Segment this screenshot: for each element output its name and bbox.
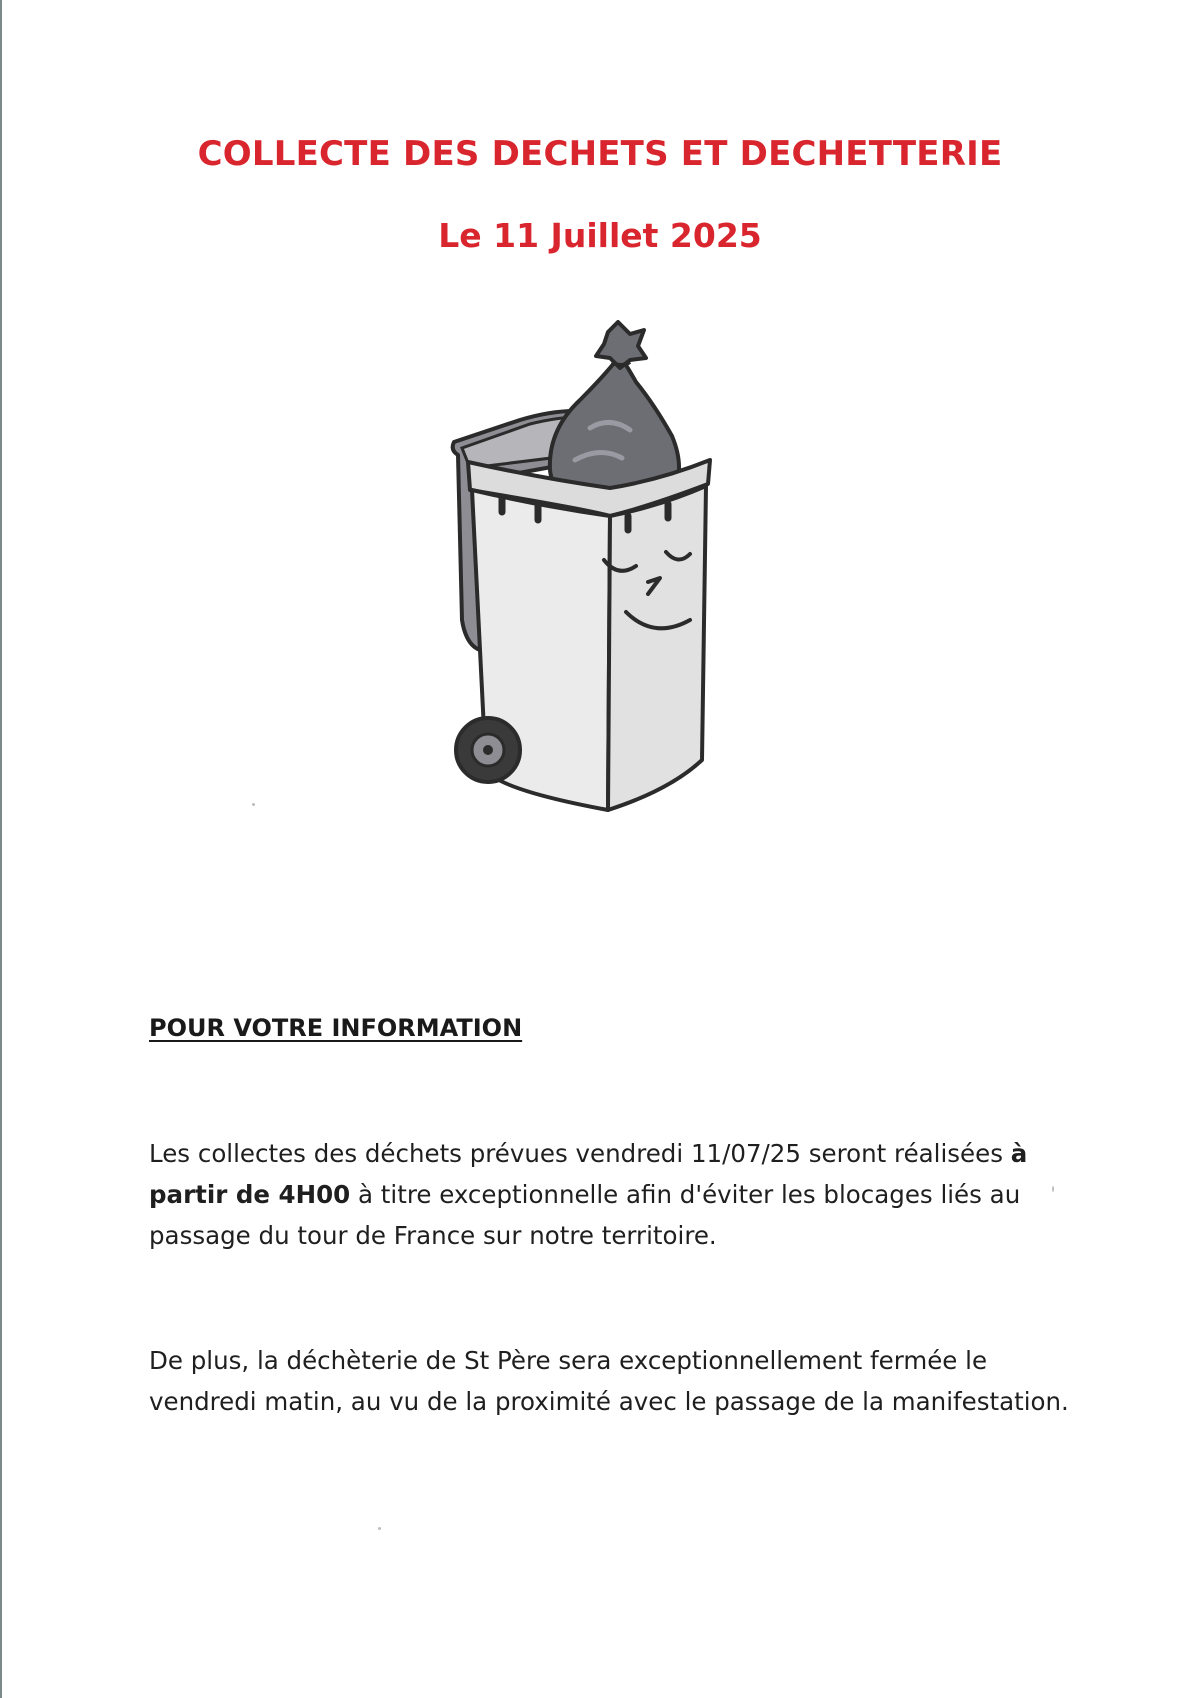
page-date: Le 11 Juillet 2025 xyxy=(438,216,762,255)
info-paragraph-collection-after: à titre exceptionnelle afin d'éviter les blocages liés au passage du tour de France sur notre territoire. xyxy=(149,1180,1021,1250)
scan-speck xyxy=(378,1527,381,1530)
info-paragraph-collection-before: Les collectes des déchets prévues vendredi 11/07/25 seront réalisées xyxy=(149,1139,1011,1168)
info-paragraph-collection-bold: à partir de 4H00 xyxy=(149,1139,1028,1209)
info-heading: POUR VOTRE INFORMATION xyxy=(149,1014,523,1042)
scan-speck xyxy=(1052,1186,1054,1192)
info-paragraph-collection xyxy=(149,1133,1069,1256)
smiling-bin-icon xyxy=(440,320,770,850)
scan-speck xyxy=(252,803,255,806)
page-title: COLLECTE DES DECHETS ET DECHETTERIE xyxy=(197,134,1003,174)
info-paragraph-dechetterie: De plus, la déchèterie de St Père sera exceptionnellement fermée le vendredi matin, au vu de la proximité avec le passage de la manifestation. xyxy=(149,1346,1069,1416)
